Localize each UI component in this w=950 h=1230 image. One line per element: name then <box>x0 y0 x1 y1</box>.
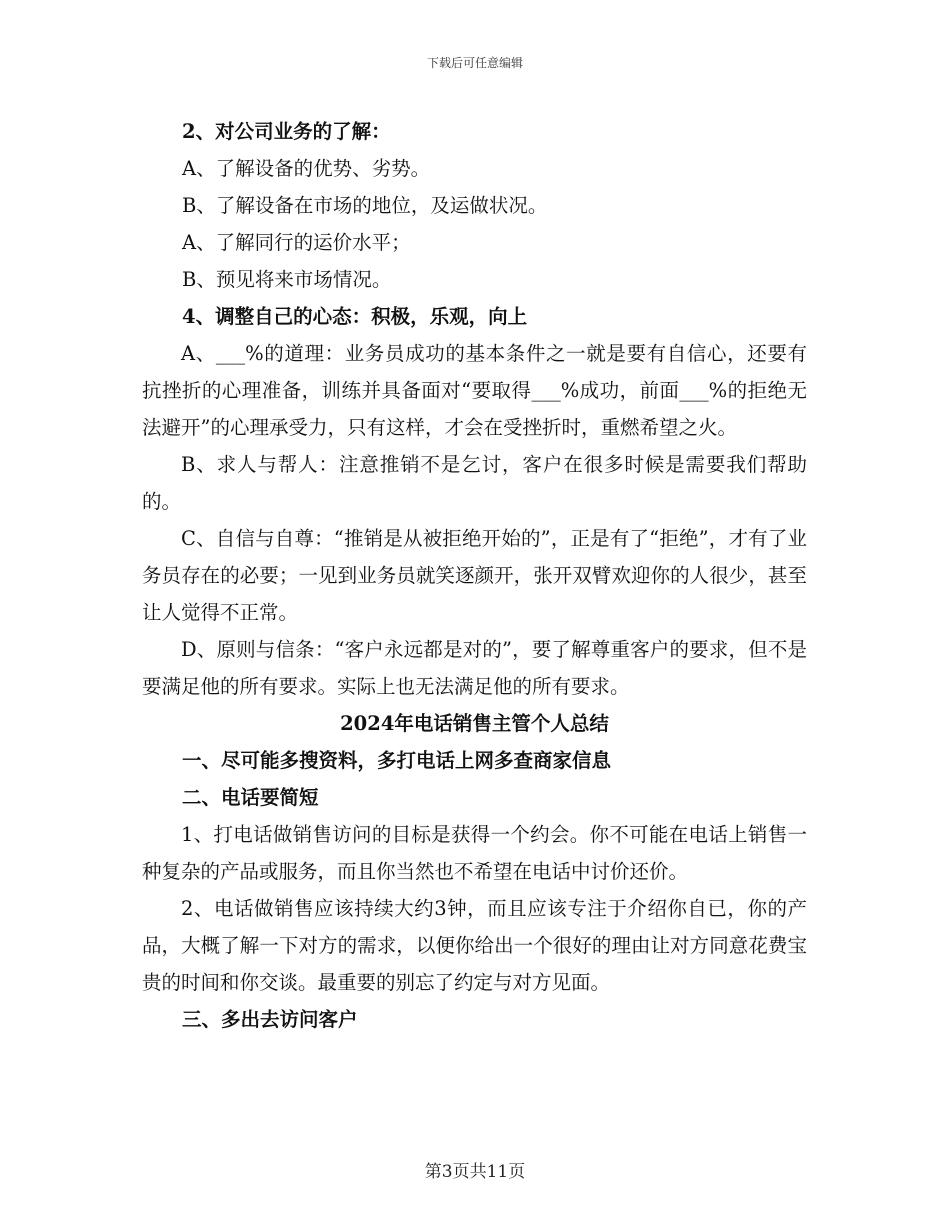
section-heading: 4、调整自己的心态：积极，乐观，向上 <box>182 305 528 328</box>
list-item: B、预见将来市场情况。 <box>182 268 392 291</box>
list-item: A、了解设备的优势、劣势。 <box>182 157 431 180</box>
paragraph: C、自信与自尊：“推销是从被拒绝开始的”，正是有了“拒绝”，才有了业务员存在的必要；一见到业务员就笑逐颜开，张开双臂欢迎你的人很少，甚至让人觉得不正常。 <box>142 527 807 624</box>
section-heading: 二、电话要简短 <box>182 786 319 809</box>
document-body <box>142 113 807 1038</box>
page-header: 下载后可任意编辑 <box>426 56 523 70</box>
paragraph: D、原则与信条：“客户永远都是对的”，要了解尊重客户的要求，但不是要满足他的所有要求。实际上也无法满足他的所有要求。 <box>142 638 807 698</box>
list-item: A、了解同行的运价水平； <box>182 231 411 254</box>
page-footer: 第3页共11页 <box>424 1162 526 1182</box>
paragraph: A、___%的道理：业务员成功的基本条件之一就是要有自信心，还要有抗挫折的心理准备，训练并具备面对“要取得___%成功，前面___%的拒绝无法避开”的心理承受力，只有这样，才会在受挫折时，重燃希望之火。 <box>142 342 807 439</box>
section-heading: 三、多出去访问客户 <box>182 1008 358 1031</box>
document-title: 2024年电话销售主管个人总结 <box>340 712 609 735</box>
paragraph: B、求人与帮人：注意推销不是乞讨，客户在很多时候是需要我们帮助的。 <box>142 453 807 513</box>
paragraph: 2、电话做销售应该持续大约3钟，而且应该专注于介绍你自已，你的产品，大概了解一下对方的需求，以便你给出一个很好的理由让对方同意花费宝贵的时间和你交谈。最重要的别忘了约定与对方见面。 <box>142 897 807 994</box>
section-heading: 一、尽可能多搜资料，多打电话上网多查商家信息 <box>182 749 612 772</box>
list-item: B、了解设备在市场的地位，及运做状况。 <box>182 194 548 217</box>
paragraph: 1、打电话做销售访问的目标是获得一个约会。你不可能在电话上销售一种复杂的产品或服务，而且你当然也不希望在电话中讨价还价。 <box>142 823 807 883</box>
section-heading: 2、对公司业务的了解： <box>182 120 391 143</box>
